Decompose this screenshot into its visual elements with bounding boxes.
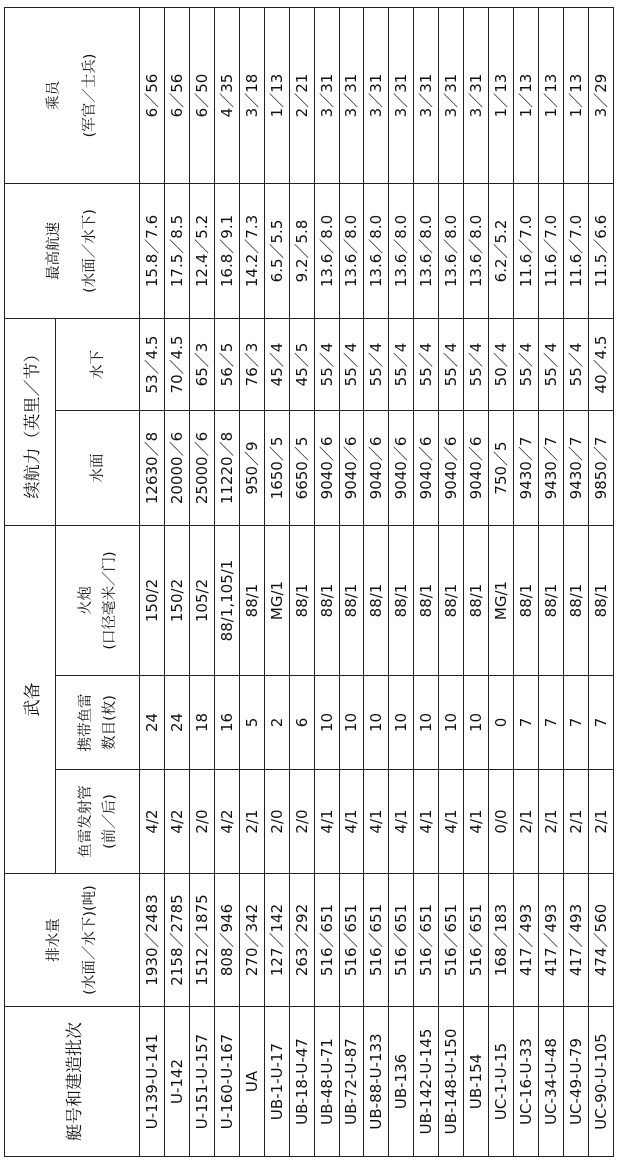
cell-guns: 88/1 <box>389 525 414 675</box>
cell-crew: 1／13 <box>514 7 539 183</box>
cell-batch: UB-148-U-150 <box>439 1007 464 1157</box>
cell-range-submerged: 55／4 <box>339 318 364 410</box>
cell-tubes: 2/1 <box>239 770 264 874</box>
cell-displacement: 808／946 <box>214 874 239 1007</box>
header-guns-line1: 火炮 <box>77 586 94 615</box>
cell-crew: 4／35 <box>214 7 239 183</box>
cell-batch: UC-90-U-105 <box>588 1007 613 1157</box>
cell-range-submerged: 50／4 <box>489 318 514 410</box>
cell-tubes: 4/1 <box>314 770 339 874</box>
header-crew-title: 乘员 <box>46 80 62 110</box>
table-row <box>189 7 214 1156</box>
cell-displacement: 127／142 <box>264 874 289 1007</box>
header-range-surface-label: 水面 <box>89 453 106 483</box>
table-row <box>289 7 314 1156</box>
header-speed-title: 最高航速 <box>46 221 62 280</box>
cell-tubes: 2/1 <box>514 770 539 874</box>
cell-range-surface: 9040／6 <box>389 410 414 525</box>
cell-range-surface: 6650／5 <box>289 410 314 525</box>
header-torpedoes <box>56 676 140 770</box>
header-speed <box>5 183 140 318</box>
cell-range-submerged: 55／4 <box>464 318 489 410</box>
cell-range-surface: 1650／5 <box>264 410 289 525</box>
cell-guns: MG/1 <box>264 525 289 675</box>
cell-speed: 13.6／8.0 <box>414 183 439 318</box>
cell-speed: 17.5／8.5 <box>164 183 189 318</box>
cell-range-submerged: 70／4.5 <box>164 318 189 410</box>
submarine-specs-table <box>4 7 614 1157</box>
cell-range-submerged: 76／3 <box>239 318 264 410</box>
cell-crew: 1／13 <box>539 7 564 183</box>
cell-displacement: 516／651 <box>314 874 339 1007</box>
cell-torpedoes: 18 <box>189 676 214 770</box>
cell-crew: 6／50 <box>189 7 214 183</box>
cell-torpedoes: 10 <box>464 676 489 770</box>
cell-displacement: 270／342 <box>239 874 264 1007</box>
cell-range-surface: 20000／6 <box>164 410 189 525</box>
cell-range-submerged: 55／4 <box>414 318 439 410</box>
cell-tubes: 2/0 <box>289 770 314 874</box>
cell-speed: 11.6／7.0 <box>539 183 564 318</box>
cell-displacement: 168／183 <box>489 874 514 1007</box>
cell-crew: 6／56 <box>164 7 189 183</box>
cell-torpedoes: 10 <box>364 676 389 770</box>
cell-crew: 2／21 <box>289 7 314 183</box>
cell-batch: UA <box>239 1007 264 1157</box>
table-row <box>339 7 364 1156</box>
table-row <box>164 7 189 1156</box>
cell-torpedoes: 6 <box>289 676 314 770</box>
cell-range-submerged: 55／4 <box>514 318 539 410</box>
cell-torpedoes: 16 <box>214 676 239 770</box>
table-row <box>539 7 564 1156</box>
cell-batch: UC-49-U-79 <box>563 1007 588 1157</box>
cell-range-surface: 9430／7 <box>539 410 564 525</box>
cell-guns: 88/1 <box>414 525 439 675</box>
cell-guns: 88/1 <box>539 525 564 675</box>
cell-batch: UB-1-U-17 <box>264 1007 289 1157</box>
cell-torpedoes: 0 <box>489 676 514 770</box>
cell-torpedoes: 2 <box>264 676 289 770</box>
header-crew-unit: (军官／士兵) <box>82 53 98 138</box>
cell-crew: 1／13 <box>489 7 514 183</box>
table-row <box>239 7 264 1156</box>
cell-batch: UC-16-U-33 <box>514 1007 539 1157</box>
cell-tubes: 4/1 <box>464 770 489 874</box>
table-row <box>464 7 489 1156</box>
header-crew <box>5 7 140 183</box>
cell-displacement: 2158／2785 <box>164 874 189 1007</box>
cell-speed: 12.4／5.2 <box>189 183 214 318</box>
cell-torpedoes: 7 <box>588 676 613 770</box>
cell-batch: UB-88-U-133 <box>364 1007 389 1157</box>
cell-speed: 13.6／8.0 <box>439 183 464 318</box>
cell-torpedoes: 10 <box>439 676 464 770</box>
cell-displacement: 516／651 <box>439 874 464 1007</box>
cell-torpedoes: 10 <box>414 676 439 770</box>
cell-tubes: 4/2 <box>214 770 239 874</box>
cell-guns: 88/1 <box>588 525 613 675</box>
cell-range-surface: 9040／6 <box>414 410 439 525</box>
cell-range-surface: 12630／8 <box>140 410 165 525</box>
header-range-submerged-label: 水下 <box>89 349 106 379</box>
cell-displacement: 1930／2483 <box>140 874 165 1007</box>
header-tubes-line1: 鱼雷发射管 <box>77 785 94 858</box>
header-guns-line2: (口径毫米／门) <box>101 551 118 650</box>
cell-crew: 3／31 <box>364 7 389 183</box>
table-row <box>314 7 339 1156</box>
cell-range-submerged: 55／4 <box>539 318 564 410</box>
table-header <box>5 7 140 1156</box>
cell-range-submerged: 55／4 <box>389 318 414 410</box>
cell-displacement: 516／651 <box>464 874 489 1007</box>
cell-speed: 16.8／9.1 <box>214 183 239 318</box>
cell-speed: 13.6／8.0 <box>464 183 489 318</box>
cell-torpedoes: 7 <box>514 676 539 770</box>
cell-range-submerged: 40／4.5 <box>588 318 613 410</box>
cell-range-submerged: 55／4 <box>364 318 389 410</box>
table-row <box>364 7 389 1156</box>
cell-crew: 3／31 <box>464 7 489 183</box>
header-displacement <box>5 874 140 1007</box>
cell-range-submerged: 65／3 <box>189 318 214 410</box>
cell-speed: 6.2／5.2 <box>489 183 514 318</box>
cell-crew: 3／31 <box>314 7 339 183</box>
cell-speed: 11.6／7.0 <box>514 183 539 318</box>
cell-range-surface: 9040／6 <box>314 410 339 525</box>
cell-displacement: 516／651 <box>414 874 439 1007</box>
header-displacement-unit: (水面／水下)(吨) <box>82 885 98 995</box>
cell-guns: 88/1 <box>364 525 389 675</box>
cell-crew: 6／56 <box>140 7 165 183</box>
cell-range-submerged: 55／4 <box>439 318 464 410</box>
cell-range-submerged: 45／4 <box>264 318 289 410</box>
cell-crew: 3／31 <box>389 7 414 183</box>
cell-torpedoes: 10 <box>339 676 364 770</box>
table-row <box>214 7 239 1156</box>
cell-range-submerged: 45／5 <box>289 318 314 410</box>
cell-displacement: 516／651 <box>364 874 389 1007</box>
header-speed-unit: (水面／水下) <box>82 209 98 293</box>
cell-range-surface: 9040／6 <box>339 410 364 525</box>
header-range <box>5 318 56 525</box>
header-batch <box>5 1007 140 1157</box>
cell-crew: 3／31 <box>414 7 439 183</box>
table-row <box>489 7 514 1156</box>
cell-tubes: 2/1 <box>539 770 564 874</box>
cell-range-surface: 11220／8 <box>214 410 239 525</box>
cell-batch: UB-142-U-145 <box>414 1007 439 1157</box>
cell-torpedoes: 5 <box>239 676 264 770</box>
cell-tubes: 2/0 <box>189 770 214 874</box>
table-row <box>563 7 588 1156</box>
cell-tubes: 4/1 <box>339 770 364 874</box>
cell-range-surface: 25000／6 <box>189 410 214 525</box>
cell-range-surface: 9850／7 <box>588 410 613 525</box>
table-row <box>414 7 439 1156</box>
cell-guns: 88/1 <box>563 525 588 675</box>
header-torpedoes-line1: 携带鱼雷 <box>77 693 94 752</box>
cell-displacement: 263／292 <box>289 874 314 1007</box>
cell-crew: 3／29 <box>588 7 613 183</box>
table-body <box>140 7 614 1156</box>
cell-tubes: 4/1 <box>439 770 464 874</box>
cell-torpedoes: 10 <box>389 676 414 770</box>
cell-range-submerged: 55／4 <box>314 318 339 410</box>
cell-guns: 88/1 <box>464 525 489 675</box>
cell-tubes: 4/2 <box>140 770 165 874</box>
cell-range-surface: 9040／6 <box>439 410 464 525</box>
cell-batch: UB-154 <box>464 1007 489 1157</box>
cell-range-surface: 9430／7 <box>563 410 588 525</box>
cell-crew: 1／13 <box>563 7 588 183</box>
cell-range-submerged: 55／4 <box>563 318 588 410</box>
cell-displacement: 417／493 <box>539 874 564 1007</box>
header-range-submerged <box>56 318 140 410</box>
cell-guns: 88/1 <box>239 525 264 675</box>
table-row <box>439 7 464 1156</box>
cell-torpedoes: 10 <box>314 676 339 770</box>
cell-batch: UC-34-U-48 <box>539 1007 564 1157</box>
header-armament-label: 武备 <box>22 682 43 717</box>
cell-guns: 88/1 <box>514 525 539 675</box>
cell-speed: 6.5／5.5 <box>264 183 289 318</box>
cell-batch: U-151-U-157 <box>189 1007 214 1157</box>
cell-torpedoes: 7 <box>539 676 564 770</box>
cell-batch: UB-18-U-47 <box>289 1007 314 1157</box>
cell-tubes: 4/2 <box>164 770 189 874</box>
cell-speed: 13.6／8.0 <box>339 183 364 318</box>
table-row <box>140 7 165 1156</box>
cell-guns: 105/2 <box>189 525 214 675</box>
header-range-label: 续航力（英里／节） <box>22 345 43 499</box>
cell-displacement: 516／651 <box>389 874 414 1007</box>
cell-range-surface: 9040／6 <box>464 410 489 525</box>
table-row <box>588 7 613 1156</box>
cell-range-surface: 9430／7 <box>514 410 539 525</box>
table-row <box>264 7 289 1156</box>
cell-speed: 9.2／5.8 <box>289 183 314 318</box>
header-guns <box>56 525 140 675</box>
cell-guns: 150/2 <box>140 525 165 675</box>
cell-displacement: 474／560 <box>588 874 613 1007</box>
header-torpedoes-line2: 数目(枚) <box>101 695 118 750</box>
cell-displacement: 417／493 <box>563 874 588 1007</box>
cell-speed: 13.6／8.0 <box>389 183 414 318</box>
cell-crew: 3／31 <box>339 7 364 183</box>
cell-guns: MG/1 <box>489 525 514 675</box>
header-range-surface <box>56 410 140 525</box>
cell-guns: 150/2 <box>164 525 189 675</box>
cell-batch: UB-48-U-71 <box>314 1007 339 1157</box>
table-row <box>514 7 539 1156</box>
cell-batch: U-142 <box>164 1007 189 1157</box>
header-armament <box>5 525 56 873</box>
cell-batch: UB-136 <box>389 1007 414 1157</box>
cell-batch: U-160-U-167 <box>214 1007 239 1157</box>
cell-guns: 88/1 <box>314 525 339 675</box>
cell-crew: 1／13 <box>264 7 289 183</box>
cell-tubes: 4/1 <box>389 770 414 874</box>
cell-crew: 3／18 <box>239 7 264 183</box>
header-batch-label: 艇号和建造批次 <box>64 1022 85 1141</box>
cell-displacement: 516／651 <box>339 874 364 1007</box>
cell-range-submerged: 53／4.5 <box>140 318 165 410</box>
cell-speed: 11.6／7.0 <box>563 183 588 318</box>
cell-speed: 15.8／7.6 <box>140 183 165 318</box>
cell-range-surface: 750／5 <box>489 410 514 525</box>
cell-guns: 88/1 <box>439 525 464 675</box>
cell-speed: 11.5／6.6 <box>588 183 613 318</box>
cell-tubes: 2/1 <box>588 770 613 874</box>
header-tubes <box>56 770 140 874</box>
cell-range-surface: 950／9 <box>239 410 264 525</box>
cell-crew: 3／31 <box>439 7 464 183</box>
cell-tubes: 2/1 <box>563 770 588 874</box>
cell-range-surface: 9040／6 <box>364 410 389 525</box>
cell-batch: UC-1-U-15 <box>489 1007 514 1157</box>
cell-displacement: 417／493 <box>514 874 539 1007</box>
cell-torpedoes: 24 <box>140 676 165 770</box>
header-tubes-line2: (前／后) <box>101 794 118 849</box>
cell-batch: UB-72-U-87 <box>339 1007 364 1157</box>
cell-displacement: 1512／1875 <box>189 874 214 1007</box>
cell-speed: 13.6／8.0 <box>364 183 389 318</box>
cell-speed: 13.6／8.0 <box>314 183 339 318</box>
cell-tubes: 0/0 <box>489 770 514 874</box>
cell-tubes: 4/1 <box>364 770 389 874</box>
cell-tubes: 4/1 <box>414 770 439 874</box>
cell-guns: 88/1 <box>289 525 314 675</box>
cell-batch: U-139-U-141 <box>140 1007 165 1157</box>
cell-torpedoes: 24 <box>164 676 189 770</box>
cell-guns: 88/1,105/1 <box>214 525 239 675</box>
cell-guns: 88/1 <box>339 525 364 675</box>
header-displacement-title: 排水量 <box>46 918 62 962</box>
cell-range-submerged: 56／5 <box>214 318 239 410</box>
table-row <box>389 7 414 1156</box>
cell-speed: 14.2／7.3 <box>239 183 264 318</box>
cell-tubes: 2/0 <box>264 770 289 874</box>
cell-torpedoes: 7 <box>563 676 588 770</box>
